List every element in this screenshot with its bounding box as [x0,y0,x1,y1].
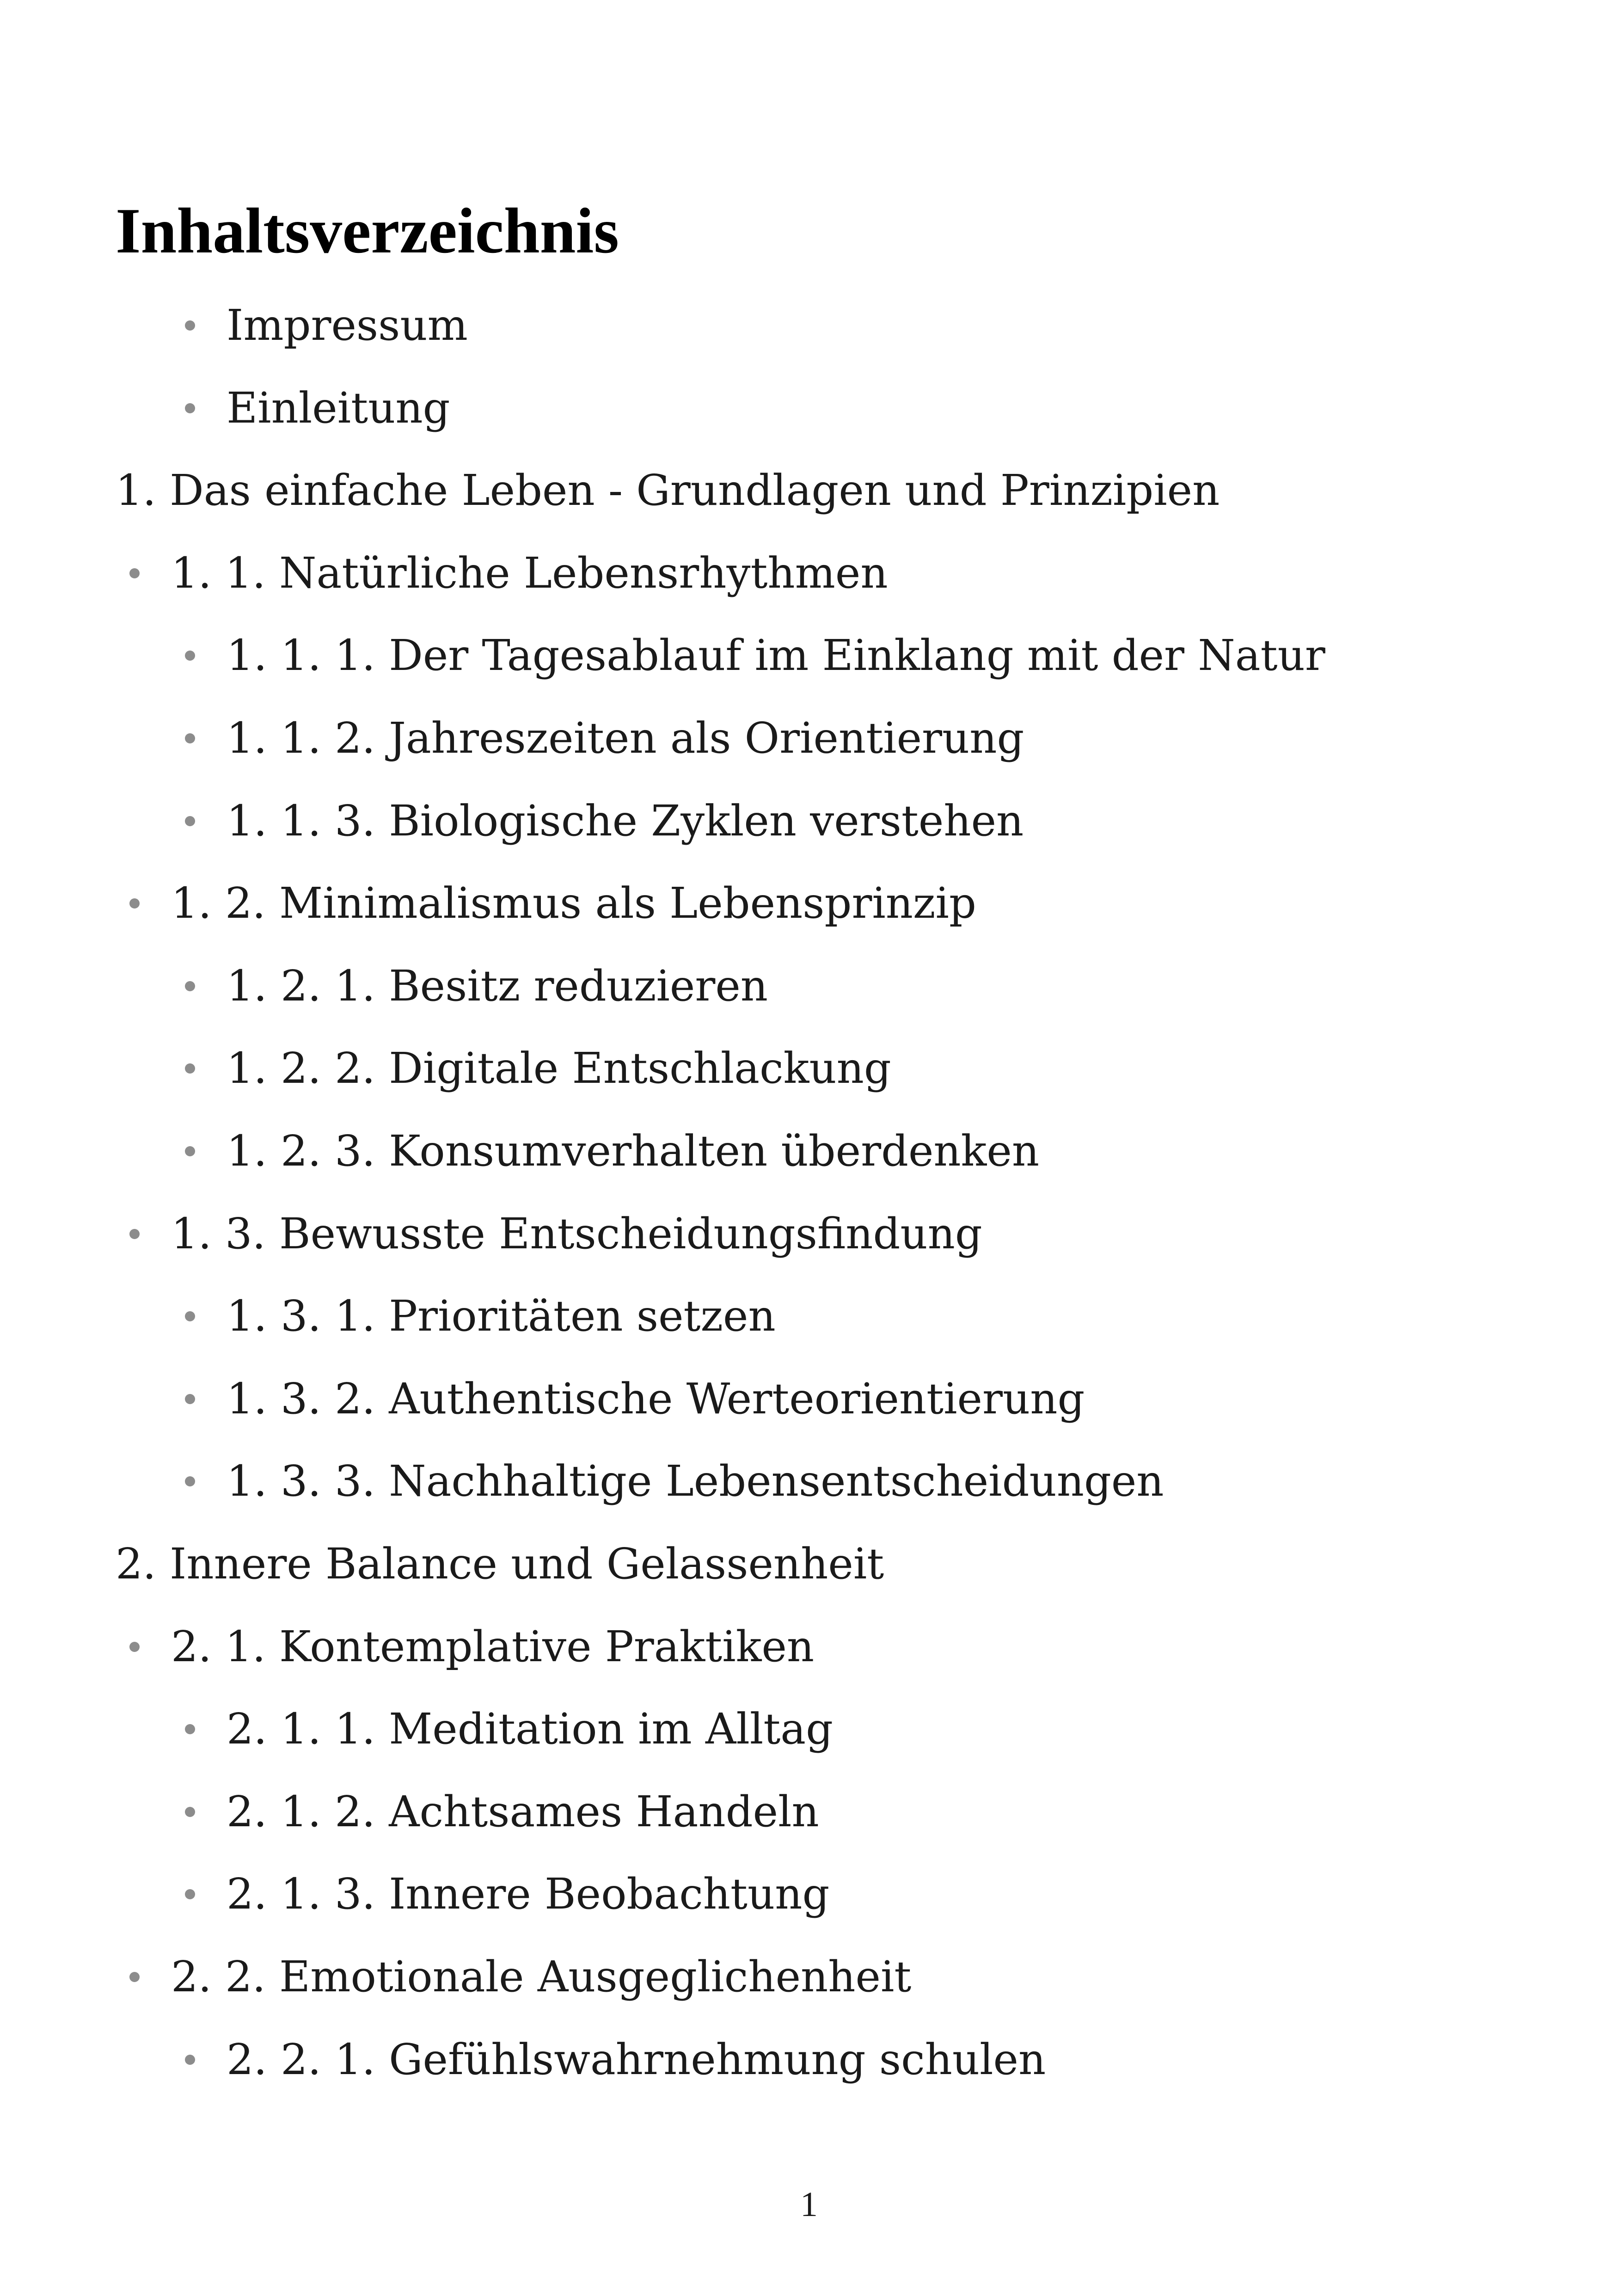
toc-entry[interactable] [227,1787,819,1836]
bullet-icon [185,403,195,413]
toc-entry[interactable] [171,548,888,598]
toc-entry-label: 1. 3. 3. Nachhaltige Lebensentscheidungen [227,1456,1164,1506]
bullet-icon [185,1063,195,1074]
bullet-icon [185,320,195,331]
toc-entry-label: 1. 2. 1. Besitz reduzieren [227,961,768,1011]
toc-entry[interactable] [227,1374,1085,1424]
bullet-icon [185,1724,195,1734]
toc-entry-label: 1. 1. 3. Biologische Zyklen verstehen [227,796,1024,846]
bullet-icon [185,651,195,661]
toc-entry-label: 2. 1. 3. Innere Beobachtung [227,1869,830,1919]
toc-entry[interactable] [227,2035,1046,2084]
toc-entry-label: 1. 1. Natürliche Lebensrhythmen [171,548,888,598]
bullet-icon [185,733,195,743]
toc-entry-label: 1. 2. 2. Digitale Entschlackung [227,1044,891,1093]
toc-entry[interactable] [227,1869,830,1919]
toc-entry[interactable] [171,1952,912,2001]
bullet-icon [185,981,195,991]
toc-entry-label: 1. Das einfache Leben - Grundlagen und Prinzipien [116,466,1220,515]
toc-chapter-entry[interactable] [116,1539,884,1589]
toc-entry[interactable] [171,878,976,928]
bullet-icon [129,898,140,909]
toc-entry-label: 1. 1. 1. Der Tagesablauf im Einklang mit der Natur [227,631,1325,680]
toc-entry-label: 1. 3. 2. Authentische Werteorientierung [227,1374,1085,1424]
toc-entry-label: 1. 2. Minimalismus als Lebensprinzip [171,878,976,928]
bullet-icon [185,1889,195,1899]
toc-entry[interactable] [227,1291,776,1341]
bullet-icon [185,2055,195,2065]
bullet-icon [185,816,195,826]
toc-entry-label: Impressum [227,301,468,350]
toc-entry[interactable] [227,383,450,433]
toc-entry[interactable] [227,1044,891,1093]
toc-entry[interactable] [227,631,1325,680]
toc-entry-label: 2. 1. 1. Meditation im Alltag [227,1704,834,1754]
page-number: 1 [800,2185,818,2224]
bullet-icon [129,1642,140,1652]
bullet-icon [185,1807,195,1817]
toc-entry-label: 2. 1. 2. Achtsames Handeln [227,1787,819,1836]
toc-entry-label: 2. 2. 1. Gefühlswahrnehmung schulen [227,2035,1046,2084]
toc-entry-label: 1. 1. 2. Jahreszeiten als Orientierung [227,713,1024,763]
toc-entry[interactable] [227,961,768,1011]
page-title: Inhaltsverzeichnis [116,195,619,267]
toc-entry-label: 1. 3. Bewusste Entscheidungsfindung [171,1209,982,1259]
bullet-icon [129,1972,140,1982]
toc-entry[interactable] [227,301,468,350]
toc-entry[interactable] [171,1209,982,1259]
toc-entry-label: 1. 3. 1. Prioritäten setzen [227,1291,776,1341]
toc-entry-label: 2. 1. Kontemplative Praktiken [171,1622,815,1671]
toc-entry[interactable] [227,1704,834,1754]
toc-entry[interactable] [227,713,1024,763]
toc-entry-label: Einleitung [227,383,450,433]
toc-entry[interactable] [227,1126,1040,1176]
toc-entry-label: 2. 2. Emotionale Ausgeglichenheit [171,1952,912,2001]
toc-entry[interactable] [171,1622,815,1671]
bullet-icon [185,1311,195,1321]
toc-entry[interactable] [227,796,1024,846]
bullet-icon [185,1476,195,1486]
bullet-icon [129,568,140,578]
bullet-icon [185,1146,195,1156]
bullet-icon [185,1394,195,1404]
toc-chapter-entry[interactable] [116,466,1220,515]
bullet-icon [129,1229,140,1239]
toc-entry-label: 1. 2. 3. Konsumverhalten überdenken [227,1126,1040,1176]
toc-entry[interactable] [227,1456,1164,1506]
toc-entry-label: 2. Innere Balance und Gelassenheit [116,1539,884,1589]
